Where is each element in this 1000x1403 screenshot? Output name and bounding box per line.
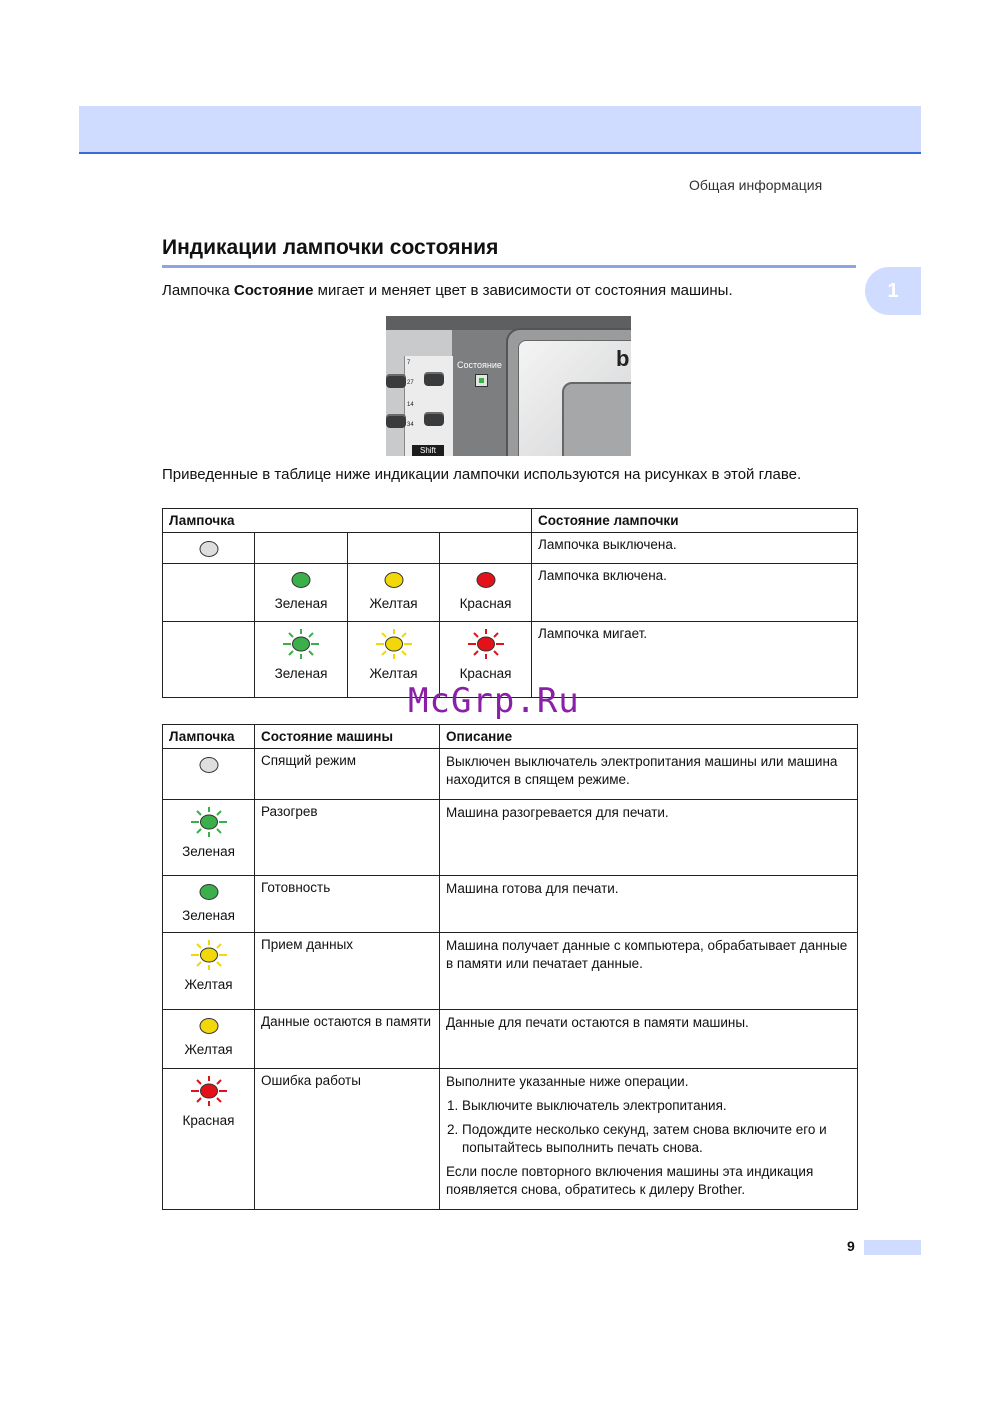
lamp-red-blinking-icon bbox=[466, 628, 506, 660]
lamp-yellow-icon bbox=[382, 570, 406, 590]
status-led-icon bbox=[475, 374, 488, 387]
lamp-yellow-blinking-icon bbox=[189, 939, 229, 971]
table-row: Зеленая Готовность Машина готова для печати. bbox=[163, 876, 858, 933]
lamp-red-icon bbox=[474, 570, 498, 590]
table-row: Красная Ошибка работы Выполните указанные ниже операции. 1. Выключите выключатель электропитания. 2. Подождите несколько секунд, затем снова включите его и попытайтесь выполнить печать снова. Если после повторного включения машины эта индикация появляется снова, обратитесь к дилеру Brother. bbox=[163, 1069, 858, 1210]
intro-text: Лампочка Состояние мигает и меняет цвет в зависимости от состояния машины. bbox=[162, 282, 733, 299]
page-number: 9 bbox=[847, 1238, 855, 1254]
panel-key bbox=[424, 372, 444, 386]
panel-key bbox=[424, 412, 444, 426]
top-header-band bbox=[79, 106, 921, 154]
lamp-legend-table: Лампочка Состояние лампочки Лампочка выключена. Зеленая Желтая Красная Лампочка включена. Зеленая Желтая Красная Лампочка мигает. bbox=[162, 508, 858, 698]
col-header-lamp: Лампочка bbox=[163, 725, 255, 749]
col-header-lamp: Лампочка bbox=[163, 509, 532, 533]
col-header-description: Описание bbox=[440, 725, 858, 749]
machine-state-table bbox=[162, 724, 858, 1210]
table-row: Желтая Данные остаются в памяти Данные для печати остаются в памяти машины. bbox=[163, 1010, 858, 1069]
table-note: Приведенные в таблице ниже индикации лампочки используются на рисунках в этой главе. bbox=[162, 466, 802, 483]
col-header-machine-state: Состояние машины bbox=[255, 725, 440, 749]
section-header: Общая информация bbox=[689, 177, 823, 193]
col-header-lamp-state: Состояние лампочки bbox=[532, 509, 858, 533]
list-item: 1. Выключите выключатель электропитания. bbox=[462, 1097, 851, 1115]
status-label: Состояние bbox=[457, 360, 502, 370]
table-row: Желтая Прием данных Машина получает данные с компьютера, обрабатывает данные в памяти или печатает данные. bbox=[163, 933, 858, 1010]
lamp-green-icon bbox=[197, 882, 221, 902]
lamp-state-text: Лампочка выключена. bbox=[532, 533, 858, 564]
lamp-yellow-blinking-icon bbox=[374, 628, 414, 660]
page-tab bbox=[864, 1240, 921, 1255]
table-row: Спящий режим Выключен выключатель электропитания машины или машина находится в спящем режиме. bbox=[163, 749, 858, 800]
lamp-green-blinking-icon bbox=[281, 628, 321, 660]
control-panel-illustration: 7 27 14 34 Shift Состояние b bbox=[386, 316, 631, 456]
lamp-red-blinking-icon bbox=[189, 1075, 229, 1107]
watermark: McGrp.Ru bbox=[408, 681, 580, 721]
lamp-state-text: Лампочка мигает. bbox=[532, 622, 858, 698]
table-row: Зеленая Разогрев Машина разогревается для печати. bbox=[163, 800, 858, 876]
lamp-state-text: Лампочка включена. bbox=[532, 564, 858, 622]
lamp-off-icon bbox=[197, 755, 221, 775]
lamp-yellow-icon bbox=[197, 1016, 221, 1036]
lamp-green-blinking-icon bbox=[189, 806, 229, 838]
shift-key: Shift bbox=[412, 445, 444, 456]
chapter-tab[interactable]: 1 bbox=[865, 267, 921, 315]
lamp-green-icon bbox=[289, 570, 313, 590]
list-item: 2. Подождите несколько секунд, затем снова включите его и попытайтесь выполнить печать снова. bbox=[462, 1121, 851, 1157]
lamp-off-icon bbox=[197, 539, 221, 559]
title-rule bbox=[162, 265, 856, 268]
brand-logo: b bbox=[616, 346, 630, 371]
panel-key bbox=[386, 374, 406, 388]
page-title: Индикации лампочки состояния bbox=[162, 236, 499, 259]
panel-key bbox=[386, 414, 406, 428]
